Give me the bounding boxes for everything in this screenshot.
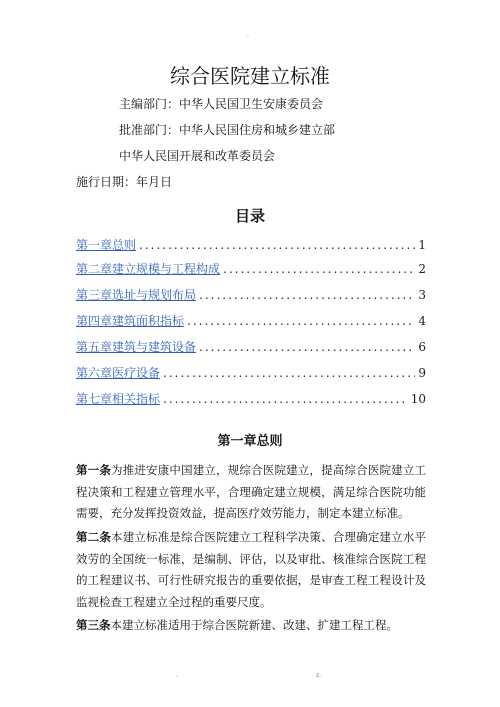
toc-item-chapter-2[interactable] bbox=[76, 260, 426, 276]
approver-line-2: 中华人民国开展和改革委员会 bbox=[119, 149, 276, 163]
toc-item-label[interactable]: 第六章医疗设备 bbox=[76, 366, 161, 380]
toc-item-chapter-6[interactable] bbox=[76, 364, 426, 380]
article-label: 第一条 bbox=[76, 463, 112, 477]
toc-item-label[interactable]: 第五章建筑与建筑设备 bbox=[76, 340, 197, 354]
toc-dot-leader bbox=[163, 392, 408, 406]
toc-item-page: 6 bbox=[418, 340, 426, 354]
toc-item-page: 10 bbox=[410, 392, 426, 406]
toc-item-page: 2 bbox=[418, 262, 426, 276]
article-2 bbox=[76, 527, 426, 613]
toc-item-label[interactable]: 第一章总则 bbox=[76, 238, 137, 252]
article-1 bbox=[76, 460, 426, 525]
footer-left-mark: . bbox=[176, 672, 178, 679]
document-title: 综合医院建立标准 bbox=[170, 64, 330, 88]
effective-date-line: 施行日期：年月日 bbox=[76, 175, 173, 189]
footer-right-mark: z. bbox=[316, 672, 322, 679]
toc-dot-leader bbox=[187, 314, 415, 328]
toc-item-label[interactable]: 第二章建立规模与工程构成 bbox=[76, 262, 221, 276]
toc-item-label[interactable]: 第七章相关指标 bbox=[76, 392, 161, 406]
toc-item-page: 4 bbox=[418, 314, 426, 328]
approver-line: 批准部门：中华人民国住房和城乡建立部 bbox=[119, 123, 336, 137]
editor-line: 主编部门：中华人民国卫生安康委员会 bbox=[119, 97, 324, 111]
toc-dot-leader bbox=[199, 288, 415, 302]
toc-dot-leader bbox=[223, 262, 415, 276]
toc-item-chapter-3[interactable] bbox=[76, 286, 426, 302]
toc-item-page: 9 bbox=[418, 366, 426, 380]
toc-item-chapter-4[interactable] bbox=[76, 312, 426, 328]
article-3 bbox=[76, 615, 426, 637]
toc-item-label[interactable]: 第四章建筑面积指标 bbox=[76, 314, 185, 328]
article-text: 本建立标准适用于综合医院新建、改建、扩建工程工程。 bbox=[110, 618, 398, 632]
header-mark: . bbox=[247, 31, 249, 38]
toc-item-chapter-7[interactable] bbox=[76, 390, 426, 406]
article-label: 第三条 bbox=[76, 618, 111, 632]
toc-item-label[interactable]: 第三章选址与规划布局 bbox=[76, 288, 197, 302]
article-text: 本建立标准是综合医院建立工程科学决策、合理确定建立水平效劳的全国统一标准，是编制、评估，以及审批、核准综合医院工程的工程建议书、可行性研究报告的重要依据，是审查工程工程设计及监视检查工程建立全过程的重要尺度。 bbox=[76, 530, 427, 609]
toc-dot-leader bbox=[199, 340, 415, 354]
toc-item-chapter-5[interactable] bbox=[76, 338, 426, 354]
toc-item-page: 1 bbox=[418, 238, 426, 252]
chapter-heading: 第一章总则 bbox=[217, 434, 283, 449]
toc-title: 目录 bbox=[234, 207, 265, 225]
toc-dot-leader bbox=[163, 366, 415, 380]
toc-item-chapter-1[interactable] bbox=[76, 236, 426, 252]
article-text: 为推进安康中国建立，规综合医院建立，提高综合医院建立工程决策和工程建立管理水平，合理确定建立规模，满足综合医院功能需要，充分发挥投资效益，提高医疗效劳能力，制定本建立标准。 bbox=[76, 463, 427, 520]
article-label: 第二条 bbox=[76, 530, 112, 544]
toc-dot-leader bbox=[139, 238, 415, 252]
toc-item-page: 3 bbox=[418, 288, 426, 302]
